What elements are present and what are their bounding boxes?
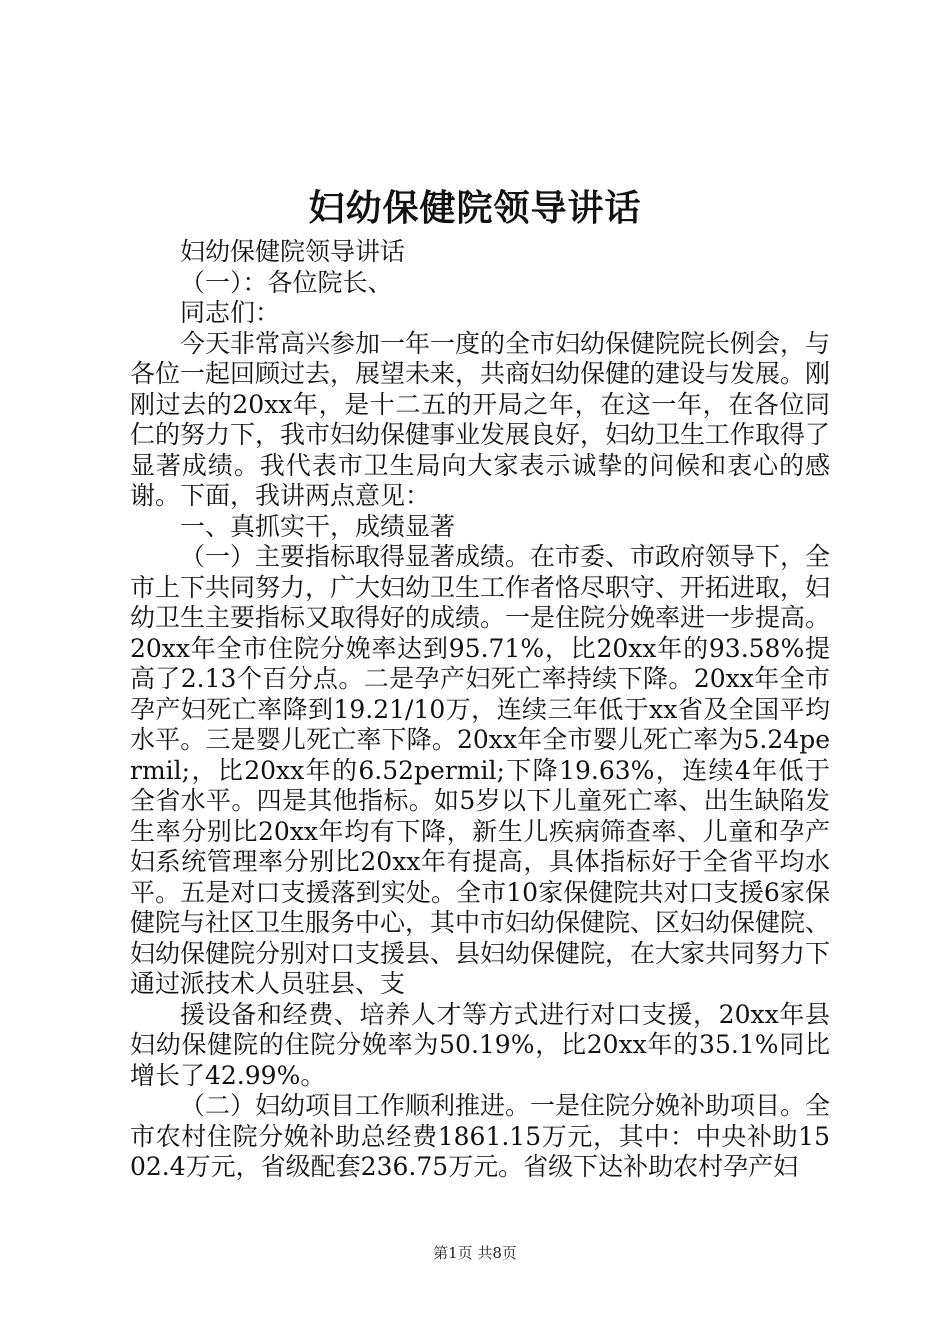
document-body [130, 237, 830, 1183]
document-title: 妇幼保健院领导讲话 [308, 187, 642, 229]
body-paragraph-indicators: （一）主要指标取得显著成绩。在市委、市政府领导下，全市上下共同努力，广大妇幼卫生工作者恪尽职守、开拓进取，妇幼卫生主要指标又取得好的成绩。一是住院分娩率进一步提高。20xx年全市住院分娩率达到95.71%，比20xx年的93.58%提高了2.13个百分点。二是孕产妇死亡率持续下降。20xx年全市孕产妇死亡率降到19.21/10万，连续三年低于xx省及全国平均水平。三是婴儿死亡率下降。20xx年全市婴儿死亡率为5.24permil;，比20xx年的6.52permil;下降19.63%，连续4年低于全省水平。四是其他指标。如5岁以下儿童死亡率、出生缺陷发生率分别比20xx年均有下降，新生儿疾病筛查率、儿童和孕产妇系统管理率分别比20xx年有提高，具体指标好于全省平均水平。五是对口支援落到实处。全市10家保健院共对口支援6家保健院与社区卫生服务中心，其中市妇幼保健院、区妇幼保健院、妇幼保健院分别对口支援县、县妇幼保健院，在大家共同努力下通过派技术人员驻县、支 [130, 542, 831, 998]
page-footer: 第1页 共8页 [433, 1244, 517, 1262]
body-paragraph-salutation-2: 同志们： [180, 298, 281, 327]
body-paragraph-projects: （二）妇幼项目工作顺利推进。一是住院分娩补助项目。全市农村住院分娩补助总经费1861.15万元，其中：中央补助1502.4万元，省级配套236.75万元。省级下达补助农村孕产妇 [130, 1091, 831, 1181]
body-paragraph-heading: 妇幼保健院领导讲话 [180, 237, 406, 266]
body-paragraph-continuation: 援设备和经费、培养人才等方式进行对口支援，20xx年县妇幼保健院的住院分娩率为50.19%，比20xx年的35.1%同比增长了42.99%。 [130, 999, 830, 1090]
body-paragraph-intro: 今天非常高兴参加一年一度的全市妇幼保健院院长例会，与各位一起回顾过去，展望未来，共商妇幼保健的建设与发展。刚刚过去的20xx年，是十二五的开局之年，在这一年，在各位同仁的努力下，我市妇幼保健事业发展良好，妇幼卫生工作取得了显著成绩。我代表市卫生局向大家表示诚挚的问候和衷心的感谢。下面，我讲两点意见： [130, 328, 831, 510]
section-heading: 一、真抓实干，成绩显著 [180, 511, 456, 541]
body-paragraph-salutation-1: （一）：各位院长、 [180, 267, 393, 297]
